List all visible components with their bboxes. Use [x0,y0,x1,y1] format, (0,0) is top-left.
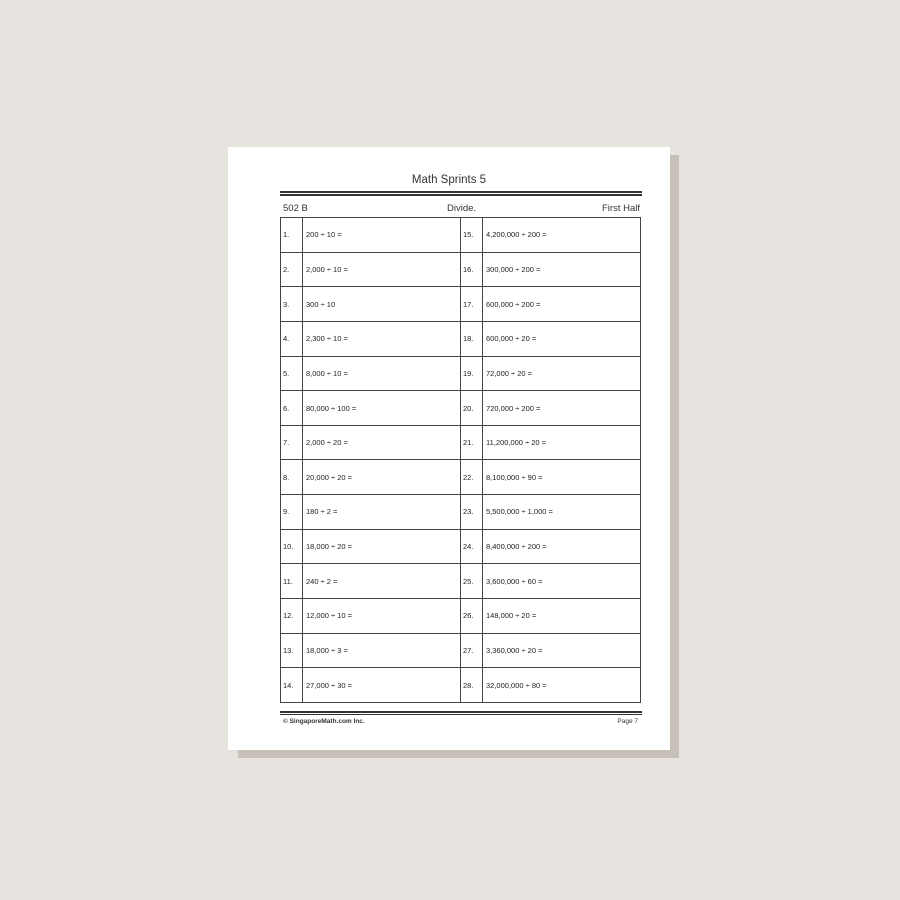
problem-number: 25. [461,564,483,598]
problem-row [461,564,640,599]
problem-number: 6. [281,391,303,425]
problem-text: 27,000 ÷ 30 = [306,680,353,690]
problem-number: 20. [461,391,483,425]
page-number: Page 7 [617,718,638,725]
problem-text: 300,000 ÷ 200 = [486,264,541,274]
problem-row [461,495,640,530]
problem-text: 8,400,000 ÷ 200 = [486,542,547,552]
problem-number: 17. [461,287,483,321]
problem-row [281,460,460,495]
problem-text: 8,000 ÷ 10 = [306,368,348,378]
problem-row [281,391,460,426]
problem-text: 12,000 ÷ 10 = [306,611,353,621]
problem-text: 2,000 ÷ 10 = [306,264,348,274]
problem-row [461,357,640,392]
problem-row [281,218,460,253]
problem-text: 20,000 ÷ 20 = [306,472,353,482]
problem-number: 27. [461,634,483,668]
instruction-text: Divide. [447,203,477,214]
problem-row [281,322,460,357]
problem-row [281,253,460,288]
problem-text: 18,000 ÷ 3 = [306,646,348,655]
problem-grid [280,217,641,703]
problem-number: 21. [461,426,483,460]
problem-row [281,530,460,565]
problem-text: 11,200,000 ÷ 20 = [486,438,547,448]
problem-text: 720,000 ÷ 200 = [486,403,541,413]
problem-number: 7. [281,426,303,460]
problem-number: 14. [281,668,303,702]
problem-row [461,634,640,669]
page-title: Math Sprints 5 [411,174,487,186]
problem-row [281,357,460,392]
problem-number: 18. [461,322,483,356]
problem-column-left [281,218,460,702]
problem-number: 12. [281,599,303,633]
problem-text: 300 ÷ 10 [306,299,336,309]
problem-number: 19. [461,357,483,391]
problem-number: 1. [281,218,303,252]
footer-rule-secondary [280,714,642,715]
problem-row [281,634,460,669]
problem-row [281,495,460,530]
problem-text: 240 ÷ 2 = [306,576,338,586]
problem-row [461,530,640,565]
problem-number: 26. [461,599,483,633]
problem-row [461,322,640,357]
problem-number: 24. [461,530,483,564]
problem-number: 11. [281,564,303,598]
problem-row [281,599,460,634]
problem-text: 2,000 ÷ 20 = [306,438,348,448]
problem-text: 5,500,000 ÷ 1,000 = [486,507,553,517]
problem-number: 5. [281,357,303,391]
problem-text: 3,600,000 ÷ 60 = [486,576,543,586]
problem-row [461,218,640,253]
problem-number: 28. [461,668,483,702]
problem-number: 4. [281,322,303,356]
problem-text: 200 ÷ 10 = [306,230,342,240]
header-rule-secondary [280,194,642,196]
problem-number: 3. [281,287,303,321]
problem-text: 32,000,000 ÷ 80 = [486,680,547,690]
worksheet-code: 502 B [283,203,308,214]
problem-number: 23. [461,495,483,529]
problem-row [461,599,640,634]
problem-text: 4,200,000 ÷ 200 = [486,230,547,240]
problem-number: 2. [281,253,303,287]
worksheet-page [228,147,670,750]
problem-row [461,253,640,288]
problem-column-right [460,218,640,702]
problem-number: 15. [461,218,483,252]
section-label: First Half [602,203,640,214]
problem-text: 600,000 ÷ 200 = [486,299,541,309]
problem-row [461,668,640,702]
problem-row [461,391,640,426]
header-rule [280,191,642,193]
problem-text: 72,000 ÷ 20 = [486,368,533,378]
problem-text: 80,000 ÷ 100 = [306,403,357,413]
problem-text: 8,100,000 ÷ 90 = [486,472,543,482]
problem-number: 13. [281,634,303,668]
problem-text: 148,000 ÷ 20 = [486,611,537,621]
problem-row [461,426,640,461]
problem-number: 16. [461,253,483,287]
copyright-text: © SingaporeMath.com Inc. [283,718,365,725]
problem-text: 2,300 ÷ 10 = [306,334,348,344]
problem-row [461,460,640,495]
problem-number: 9. [281,495,303,529]
problem-text: 180 ÷ 2 = [306,507,338,517]
problem-row [281,287,460,322]
page-footer [280,718,642,728]
subheader [280,203,642,217]
problem-row [461,287,640,322]
problem-row [281,668,460,702]
problem-text: 3,360,000 ÷ 20 = [486,646,543,655]
footer-rule [280,711,642,713]
problem-number: 22. [461,460,483,494]
problem-text: 600,000 ÷ 20 = [486,334,537,344]
problem-number: 8. [281,460,303,494]
problem-row [281,426,460,461]
problem-row [281,564,460,599]
problem-number: 10. [281,530,303,564]
problem-text: 18,000 ÷ 20 = [306,542,353,552]
